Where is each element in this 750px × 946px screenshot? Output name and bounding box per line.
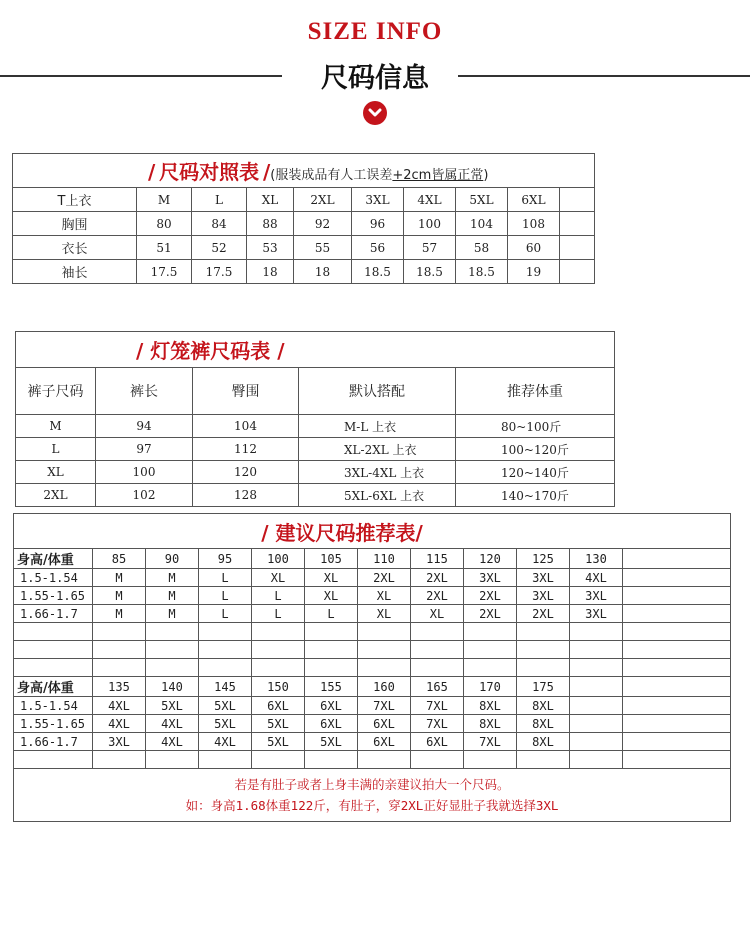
recommend-empty-cell (14, 623, 93, 641)
recommend-blank-row (14, 751, 731, 769)
recommend-size-cell: XL (411, 605, 464, 623)
pants-table-cell: M (16, 415, 96, 438)
recommend-size-cell: 3XL (517, 569, 570, 587)
recommend-size-cell: M (146, 569, 199, 587)
recommend-empty-cell (517, 623, 570, 641)
recommend-empty-cell (570, 659, 623, 677)
recommend-empty-cell (570, 751, 623, 769)
recommend-empty-cell (358, 623, 411, 641)
recommend-empty-cell (252, 751, 305, 769)
recommend-size-cell: XL (252, 569, 305, 587)
recommend-weight-cell: 90 (146, 549, 199, 569)
recommend-empty-cell (570, 641, 623, 659)
recommend-empty-cell (146, 659, 199, 677)
recommend-empty-cell (358, 659, 411, 677)
pants-table-cell: XL (16, 461, 96, 484)
recommend-size-cell: 6XL (305, 715, 358, 733)
size-chart-cell: 18.5 (456, 260, 508, 284)
recommend-header-label: 身高/体重 (14, 549, 93, 569)
size-chart-row (13, 188, 595, 212)
size-chart-cell: 84 (192, 212, 247, 236)
recommend-size-cell: 2XL (411, 569, 464, 587)
size-chart-slash-right: / (262, 160, 271, 184)
pants-table-header: 裤长 (96, 368, 193, 415)
recommend-size-cell: L (252, 605, 305, 623)
recommend-empty-cell (464, 623, 517, 641)
size-chart-row-label: 袖长 (13, 260, 137, 284)
recommend-size-cell: L (199, 605, 252, 623)
chevron-down-icon-svg (363, 101, 387, 125)
size-chart-cell: 92 (294, 212, 352, 236)
size-chart-body (13, 188, 595, 284)
recommend-size-table (13, 513, 731, 822)
recommend-size-cell: M (93, 569, 146, 587)
recommend-size-cell: 3XL (570, 587, 623, 605)
size-chart-row (13, 212, 595, 236)
recommend-weight-cell: 160 (358, 677, 411, 697)
size-chart-cell: M (137, 188, 192, 212)
recommend-empty-cell (305, 751, 358, 769)
recommend-empty-cell (517, 641, 570, 659)
size-chart-table (12, 153, 595, 284)
pants-table-cell: M-L 上衣 (299, 415, 456, 438)
recommend-empty-cell (570, 733, 623, 751)
recommend-empty-cell (464, 659, 517, 677)
size-chart-cell: 51 (137, 236, 192, 260)
recommend-empty-cell (14, 641, 93, 659)
recommend-weight-cell: 85 (93, 549, 146, 569)
recommend-empty-cell (623, 677, 731, 697)
recommend-size-cell: 8XL (517, 715, 570, 733)
recommend-empty-cell (252, 659, 305, 677)
recommend-height-label: 1.55-1.65 (14, 715, 93, 733)
recommend-size-cell: 2XL (517, 605, 570, 623)
size-chart-cell: 4XL (404, 188, 456, 212)
recommend-weight-cell: 175 (517, 677, 570, 697)
recommend-height-label: 1.66-1.7 (14, 605, 93, 623)
recommend-size-cell: 8XL (517, 697, 570, 715)
recommend-weight-cell: 165 (411, 677, 464, 697)
recommend-empty-cell (623, 715, 731, 733)
pants-table-header: 默认搭配 (299, 368, 456, 415)
recommend-empty-cell (305, 659, 358, 677)
pants-table-cell: XL-2XL 上衣 (299, 438, 456, 461)
size-chart-cell: 18.5 (404, 260, 456, 284)
recommend-size-cell: XL (358, 605, 411, 623)
pants-table-cell: 140~170斤 (456, 484, 615, 507)
recommend-size-cell: XL (305, 587, 358, 605)
pants-table-cell: 100~120斤 (456, 438, 615, 461)
recommend-size-cell: 4XL (146, 715, 199, 733)
recommend-weight-cell: 150 (252, 677, 305, 697)
recommend-size-cell: 6XL (305, 697, 358, 715)
size-chart-cell: 18 (247, 260, 294, 284)
recommend-empty-cell (93, 623, 146, 641)
recommend-size-cell: 2XL (464, 587, 517, 605)
recommend-size-cell: L (305, 605, 358, 623)
pants-table-cell: 2XL (16, 484, 96, 507)
recommend-empty-cell (623, 751, 731, 769)
recommend-empty-cell (623, 605, 731, 623)
pants-table-cell: 97 (96, 438, 193, 461)
recommend-height-row (14, 697, 731, 715)
footer-line-2: 如：身高1.68体重122斤，有肚子，穿2XL正好显肚子我就选择3XL (185, 798, 559, 813)
recommend-empty-cell (199, 751, 252, 769)
recommend-size-cell: 4XL (146, 733, 199, 751)
recommend-empty-cell (93, 659, 146, 677)
recommend-size-cell: 5XL (305, 733, 358, 751)
pants-table-cell: 102 (96, 484, 193, 507)
recommend-weight-cell: 105 (305, 549, 358, 569)
recommend-empty-cell (623, 641, 731, 659)
recommend-size-cell: 5XL (252, 715, 305, 733)
pants-table-cell: 100 (96, 461, 193, 484)
recommend-empty-cell (623, 733, 731, 751)
recommend-size-cell: 6XL (411, 733, 464, 751)
recommend-weight-cell: 140 (146, 677, 199, 697)
size-chart-cell: 52 (192, 236, 247, 260)
recommend-weight-cell: 120 (464, 549, 517, 569)
recommend-size-cell: L (252, 587, 305, 605)
size-chart-row (13, 236, 595, 260)
recommend-weight-row (14, 549, 731, 569)
size-chart-cell: 60 (508, 236, 560, 260)
size-chart-note (270, 168, 488, 183)
recommend-size-cell: M (93, 605, 146, 623)
recommend-empty-cell (517, 751, 570, 769)
size-chart-empty-cell (560, 188, 595, 212)
recommend-size-cell: XL (305, 569, 358, 587)
recommend-size-cell: XL (358, 587, 411, 605)
recommend-table-title (14, 514, 731, 549)
size-chart-cell: 88 (247, 212, 294, 236)
pants-table-cell: 120 (193, 461, 299, 484)
recommend-empty-cell (411, 623, 464, 641)
pants-table-row (16, 484, 615, 507)
size-chart-cell: 18.5 (352, 260, 404, 284)
size-chart-cell: 19 (508, 260, 560, 284)
recommend-empty-cell (570, 715, 623, 733)
pants-table-header: 裤子尺码 (16, 368, 96, 415)
pants-table-cell: 104 (193, 415, 299, 438)
pants-table-row (16, 438, 615, 461)
recommend-size-cell: L (199, 587, 252, 605)
pants-table-title (16, 332, 615, 368)
size-chart-cell: 100 (404, 212, 456, 236)
pants-table-cell: 80~100斤 (456, 415, 615, 438)
recommend-height-label: 1.55-1.65 (14, 587, 93, 605)
recommend-weight-cell: 115 (411, 549, 464, 569)
recommend-height-row (14, 733, 731, 751)
recommend-empty-cell (464, 641, 517, 659)
recommend-size-cell: L (199, 569, 252, 587)
recommend-empty-cell (252, 623, 305, 641)
size-chart-cell: 55 (294, 236, 352, 260)
recommend-weight-cell: 125 (517, 549, 570, 569)
recommend-size-cell: 4XL (199, 733, 252, 751)
recommend-size-cell: 8XL (464, 715, 517, 733)
recommend-empty-cell (199, 659, 252, 677)
pants-table-cell: 5XL-6XL 上衣 (299, 484, 456, 507)
recommend-height-label: 1.66-1.7 (14, 733, 93, 751)
size-chart-row-label: 胸围 (13, 212, 137, 236)
size-chart-cell: 104 (456, 212, 508, 236)
size-chart-cell: 53 (247, 236, 294, 260)
recommend-size-cell: 3XL (464, 569, 517, 587)
recommend-empty-cell (93, 641, 146, 659)
recommend-size-cell: 3XL (93, 733, 146, 751)
size-chart-cell: 5XL (456, 188, 508, 212)
recommend-weight-cell: 110 (358, 549, 411, 569)
recommend-empty-cell (623, 587, 731, 605)
size-chart-title (13, 154, 595, 188)
recommend-empty-cell (570, 697, 623, 715)
size-chart-empty-cell (560, 212, 595, 236)
recommend-height-label: 1.5-1.54 (14, 569, 93, 587)
recommend-table-body (14, 549, 731, 769)
recommend-size-cell: 7XL (464, 733, 517, 751)
recommend-empty-cell (464, 751, 517, 769)
size-chart-row (13, 260, 595, 284)
recommend-empty-cell (252, 641, 305, 659)
pants-size-table (15, 331, 615, 507)
recommend-size-cell: 5XL (199, 697, 252, 715)
recommend-size-cell: M (93, 587, 146, 605)
recommend-size-cell: 8XL (464, 697, 517, 715)
recommend-empty-cell (623, 549, 731, 569)
note-underlined: +2cm皆属正常 (392, 168, 484, 183)
recommend-weight-cell: 130 (570, 549, 623, 569)
recommend-weight-cell: 135 (93, 677, 146, 697)
chevron-down-icon (363, 101, 387, 125)
recommend-weight-cell: 155 (305, 677, 358, 697)
pants-table-header: 推荐体重 (456, 368, 615, 415)
size-chart-cell: XL (247, 188, 294, 212)
recommend-empty-cell (146, 751, 199, 769)
recommend-empty-cell (411, 641, 464, 659)
size-chart-cell: 2XL (294, 188, 352, 212)
recommend-height-row (14, 605, 731, 623)
recommend-blank-row (14, 641, 731, 659)
recommend-weight-cell: 170 (464, 677, 517, 697)
size-chart-cell: 96 (352, 212, 404, 236)
recommend-empty-cell (623, 623, 731, 641)
recommend-size-cell: 2XL (411, 587, 464, 605)
recommend-table-heading: / 建议尺码推荐表/ (261, 520, 423, 545)
pants-table-heading: / 灯笼裤尺码表 / (136, 339, 285, 363)
note-prefix: (服装成品有人工误差 (270, 168, 393, 183)
pants-table-body (16, 415, 615, 507)
recommend-height-row (14, 715, 731, 733)
recommend-height-row (14, 569, 731, 587)
size-chart-cell: 57 (404, 236, 456, 260)
recommend-empty-cell (411, 751, 464, 769)
pants-table-cell: 128 (193, 484, 299, 507)
recommend-empty-cell (623, 659, 731, 677)
pants-table-cell: 112 (193, 438, 299, 461)
recommend-size-cell: 5XL (252, 733, 305, 751)
header-en-title: SIZE INFO (307, 18, 443, 45)
size-chart-cell: 17.5 (137, 260, 192, 284)
size-chart-row-label: 衣长 (13, 236, 137, 260)
size-chart-empty-cell (560, 260, 595, 284)
pants-table-cell: 120~140斤 (456, 461, 615, 484)
recommend-size-cell: 2XL (358, 569, 411, 587)
recommend-size-cell: M (146, 587, 199, 605)
recommend-weight-cell: 95 (199, 549, 252, 569)
pants-table-header-row (16, 368, 615, 415)
recommend-size-cell: 5XL (146, 697, 199, 715)
pants-table-cell: 94 (96, 415, 193, 438)
recommend-empty-cell (411, 659, 464, 677)
size-chart-heading: 尺码对照表 (159, 160, 260, 184)
size-chart-slash-left: / (148, 160, 156, 184)
recommend-size-cell: 3XL (517, 587, 570, 605)
recommend-size-cell: M (146, 605, 199, 623)
recommend-empty-cell (199, 623, 252, 641)
size-chart-row-label: T上衣 (13, 188, 137, 212)
size-chart-cell: 58 (456, 236, 508, 260)
recommend-weight-cell: 100 (252, 549, 305, 569)
recommend-empty-cell (623, 569, 731, 587)
recommend-empty-cell (305, 623, 358, 641)
recommend-size-cell: 6XL (358, 715, 411, 733)
recommend-weight-row (14, 677, 731, 697)
size-chart-cell: 108 (508, 212, 560, 236)
recommend-blank-row (14, 623, 731, 641)
header-cn-title: 尺码信息 (321, 63, 429, 94)
recommend-empty-cell (358, 641, 411, 659)
recommend-size-cell: 6XL (358, 733, 411, 751)
size-chart-cell: 80 (137, 212, 192, 236)
recommend-empty-cell (14, 659, 93, 677)
recommend-height-label: 1.5-1.54 (14, 697, 93, 715)
recommend-size-cell: 3XL (570, 605, 623, 623)
recommend-empty-cell (199, 641, 252, 659)
recommend-empty-cell (358, 751, 411, 769)
size-chart-cell: 6XL (508, 188, 560, 212)
recommend-size-cell: 6XL (252, 697, 305, 715)
recommend-empty-cell (146, 623, 199, 641)
footer-line-1: 若是有肚子或者上身丰满的亲建议拍大一个尺码。 (234, 777, 510, 792)
recommend-size-cell: 5XL (199, 715, 252, 733)
recommend-empty-cell (146, 641, 199, 659)
pants-table-cell: L (16, 438, 96, 461)
recommend-empty-cell (570, 623, 623, 641)
recommend-empty-cell (570, 677, 623, 697)
recommend-size-cell: 4XL (93, 697, 146, 715)
pants-table-cell: 3XL-4XL 上衣 (299, 461, 456, 484)
size-chart-cell: 18 (294, 260, 352, 284)
recommend-footer-note (14, 769, 731, 822)
note-suffix: ) (483, 168, 489, 183)
recommend-empty-cell (93, 751, 146, 769)
size-chart-cell: 56 (352, 236, 404, 260)
recommend-size-cell: 8XL (517, 733, 570, 751)
recommend-empty-cell (305, 641, 358, 659)
size-chart-cell: 17.5 (192, 260, 247, 284)
recommend-size-cell: 7XL (411, 697, 464, 715)
recommend-height-row (14, 587, 731, 605)
recommend-empty-cell (623, 697, 731, 715)
recommend-blank-row (14, 659, 731, 677)
size-chart-cell: 3XL (352, 188, 404, 212)
recommend-header-label: 身高/体重 (14, 677, 93, 697)
recommend-size-cell: 4XL (570, 569, 623, 587)
recommend-size-cell: 2XL (464, 605, 517, 623)
size-chart-empty-cell (560, 236, 595, 260)
recommend-size-cell: 7XL (411, 715, 464, 733)
pants-table-header: 臀围 (193, 368, 299, 415)
size-chart-cell: L (192, 188, 247, 212)
pants-table-row (16, 415, 615, 438)
pants-table-row (16, 461, 615, 484)
recommend-size-cell: 7XL (358, 697, 411, 715)
recommend-size-cell: 4XL (93, 715, 146, 733)
recommend-empty-cell (517, 659, 570, 677)
recommend-empty-cell (14, 751, 93, 769)
recommend-weight-cell: 145 (199, 677, 252, 697)
